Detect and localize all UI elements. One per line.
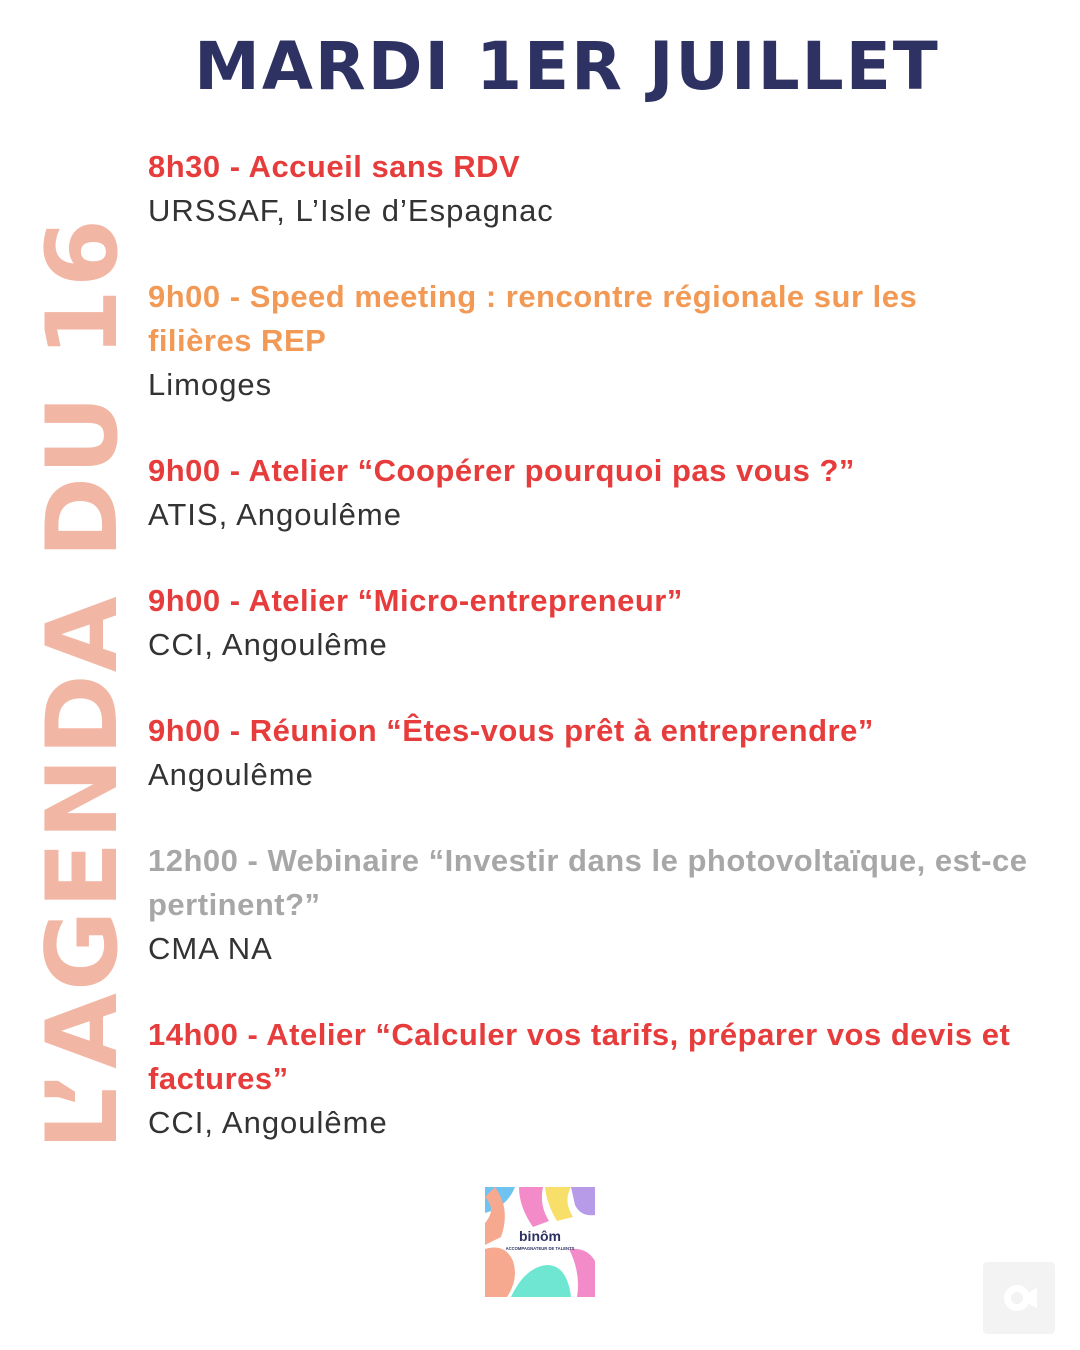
event-title: 9h00 - Speed meeting : rencontre régionale sur les filières REP	[148, 279, 918, 358]
logo-wordmark: binôm	[519, 1228, 561, 1244]
event-title: 9h00 - Réunion “Êtes-vous prêt à entreprendre”	[148, 713, 874, 748]
event-title: 9h00 - Atelier “Micro-entrepreneur”	[148, 583, 683, 618]
event-title: 9h00 - Atelier “Coopérer pourquoi pas vous ?”	[148, 453, 855, 488]
event-location: ATIS, Angoulême	[148, 497, 402, 532]
page-title: MARDI 1ER JUILLET	[194, 28, 940, 105]
corner-camera-button[interactable]	[983, 1262, 1055, 1334]
event-item	[148, 275, 1028, 407]
event-list	[148, 145, 1028, 1187]
event-item	[148, 449, 1028, 537]
event-location: URSSAF, L’Isle d’Espagnac	[148, 193, 554, 228]
event-location: CMA NA	[148, 931, 273, 966]
event-location: CCI, Angoulême	[148, 1105, 388, 1140]
event-location: Angoulême	[148, 757, 314, 792]
event-item	[148, 839, 1028, 971]
event-location: CCI, Angoulême	[148, 627, 388, 662]
event-item	[148, 579, 1028, 667]
event-title: 8h30 - Accueil sans RDV	[148, 149, 521, 184]
binom-logo-graphic	[485, 1187, 595, 1297]
event-item	[148, 709, 1028, 797]
event-location: Limoges	[148, 367, 273, 402]
event-title: 12h00 - Webinaire “Investir dans le photovoltaïque, est-ce pertinent?”	[148, 843, 1028, 922]
event-item	[148, 1013, 1028, 1145]
event-item	[148, 145, 1028, 233]
logo-tagline: ACCOMPAGNATEUR DE TALENTS	[505, 1246, 575, 1251]
side-title: L’AGENDA DU 16	[26, 216, 140, 1150]
event-title: 14h00 - Atelier “Calculer vos tarifs, préparer vos devis et factures”	[148, 1017, 1011, 1096]
camera-icon	[999, 1278, 1039, 1318]
binom-logo	[485, 1187, 595, 1297]
